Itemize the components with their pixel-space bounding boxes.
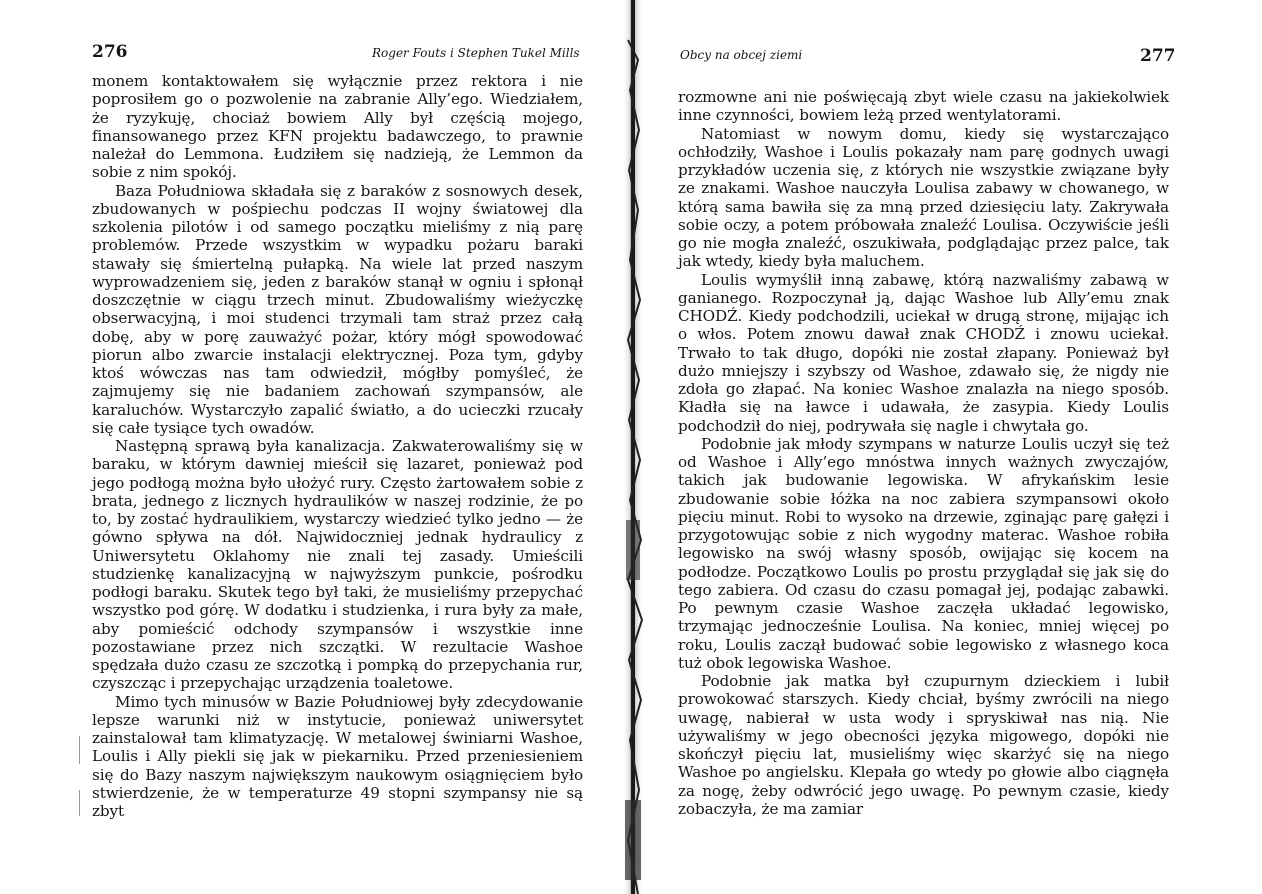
left-paragraph-2: Baza Południowa składała się z baraków z sosnowych desek, zbudowanych w pośpiechu podczas II wojny światowej dla szkolenia pilotów i od samego początku mieliśmy z nią parę problemów. Przede wszystkim w wypadku pożaru baraki stawały się śmiertelną pułapką. Na wiele lat przed naszym wyprowadzeniem się, jeden z baraków stanął w ogniu i spłonął doszczętnie w ciągu trzech minut. Zbudowaliśmy wieżyczkę obserwacyjną, i moi studenci trzymali tam straż przez całą dobę, aby w porę zauważyć pożar, który mógł spowodować piorun albo zwarcie instalacji elektrycznej. Poza tym, gdyby ktoś wówczas nas tam odwiedził, mógłby pomyśleć, że zajmujemy się nie badaniem zachowań szympansów, ale karaluchów. Wystarczyło zapalić światło, a do ucieczki rzucały się całe tysiące tych owadów. (92, 181, 583, 437)
left-paragraph-1: monem kontaktowałem się wyłącznie przez rektora i nie poprosiłem go o pozwolenie na zabranie Ally’ego. Wiedziałem, że ryzykuję, chociaż bowiem Ally był częścią mojego, finansowanego przez KFN projektu badawczego, to prawnie należał do Lemmona. Łudziłem się nadzieją, że Lemmon da sobie z nim spokój. (92, 72, 583, 182)
right-running-head: Obcy na obcej ziemi (680, 48, 803, 62)
right-paragraph-4: Podobnie jak młody szympans w naturze Loulis uczył się też od Washoe i Ally’ego mnóstwa innych ważnych zwyczajów, takich jak budowanie legowiska. W afrykańskim lesie zbudowanie sobie łóżka na noc zabiera szympansowi około pięciu minut. Robi to wysoko na drzewie, zginając parę gałęzi i przygotowując sobie z nich wygodny materac. Washoe robiła legowisko na swój własny sposób, owijając się kocem na podłodze. Początkowo Loulis po prostu przyglądał się jak się do tego zabiera. Od czasu do czasu pomagał jej, podając zabawki. Po pewnym czasie Washoe zaczęła układać legowisko, trzymając jednocześnie Loulisa. Na koniec, mniej więcej po roku, Loulis zaczął budować sobie legowisko z własnego koca tuż obok legowiska Washoe. (678, 434, 1169, 672)
right-paragraph-2: Natomiast w nowym domu, kiedy się wystarczająco ochłodziły, Washoe i Loulis pokazały nam parę godnych uwagi przykładów uczenia się, z których nie wszystkie związane były ze znakami. Washoe nauczyła Loulisa zabawy w chowanego, w którą sama bawiła się za mną przed dziesięciu laty. Zakrywała sobie oczy, a potem próbowała znaleźć Loulisa. Oczywiście jeśli go nie mogła znaleźć, oszukiwała, podglądając przez palce, tak jak wtedy, kiedy była maluchem. (678, 124, 1169, 271)
right-page-body (678, 88, 1169, 818)
left-paragraph-3: Następną sprawą była kanalizacja. Zakwaterowaliśmy się w baraku, w którym dawniej mieścił się lazaret, ponieważ pod jego podłogą można było ułożyć rury. Często żartowałem sobie z brata, jednego z licznych hydraulików w naszej rodzinie, że po to, by zostać hydraulikiem, wystarczy wiedzieć tylko jedno — że gówno spływa na dół. Najwidoczniej jednak hydraulicy z Uniwersytetu Oklahomy nie znali tej zasady. Umieścili studzienkę kanalizacyjną w najwyższym punkcie, pośrodku podłogi baraku. Skutek tego był taki, że musieliśmy przepychać wszystko pod górę. W dodatku i studzienka, i rura były za małe, aby pomieścić odchody szympansów i wszystkie inne pozostawiane przez nich szczątki. W rezultacie Washoe spędzała dużo czasu ze szczotką i pompką do przepychania rur, czyszcząc i przepychając urządzenia toaletowe. (92, 437, 583, 693)
margin-mark (79, 790, 80, 816)
margin-mark (79, 736, 80, 764)
right-paragraph-5: Podobnie jak matka był czupurnym dzieckiem i lubił prowokować starszych. Kiedy chciał, byśmy zwrócili na niego uwagę, nabierał w usta wody i spryskiwał nas nią. Nie używaliśmy w jego obecności języka migowego, dopóki nie skończył pięciu lat, musieliśmy więc skarżyć się na niego Washoe po angielsku. Klepała go wtedy po głowie albo ciągnęła za nogę, żeby odwrócić jego uwagę. Po pewnym czasie, kiedy zobaczyła, że ma zamiar (678, 672, 1169, 818)
left-page-number: 276 (92, 42, 128, 62)
left-running-head: Roger Fouts i Stephen Tukel Mills (372, 46, 580, 60)
left-paragraph-4: Mimo tych minusów w Bazie Południowej były zdecydowanie lepsze warunki niż w instytucie, ponieważ uniwersytet zainstalował tam klimatyzację. W metalowej świniarni Washoe, Loulis i Ally piekli się jak w piekarniku. Przed przeniesieniem się do Bazy naszym największym naukowym osiągnięciem było stwierdzenie, że w temperaturze 49 stopni szympansy nie są zbyt (92, 692, 583, 820)
right-page (640, 0, 1262, 894)
right-paragraph-3: Loulis wymyślił inną zabawę, którą nazwaliśmy zabawą w ganianego. Rozpoczynał ją, dając Washoe lub Ally’emu znak CHODŹ. Kiedy podchodzili, uciekał w drugą stronę, mijając ich o włos. Potem znowu dawał znak CHODŹ i znowu uciekał. Trwało to tak długo, dopóki nie został złapany. Ponieważ był dużo mniejszy i szybszy od Washoe, zdawało się, że nigdy nie zdoła go złapać. Na koniec Washoe znalazła na niego sposób. Kładła się na ławce i udawała, że zasypia. Kiedy Loulis podchodził do niej, podrywała się nagle i chwytała go. (678, 270, 1169, 435)
left-page (0, 0, 620, 894)
right-page-number: 277 (1140, 46, 1176, 66)
right-paragraph-1: rozmowne ani nie poświęcają zbyt wiele czasu na jakiekolwiek inne czynności, bowiem leżą przed wentylatorami. (678, 88, 1169, 125)
left-page-body (92, 72, 583, 820)
